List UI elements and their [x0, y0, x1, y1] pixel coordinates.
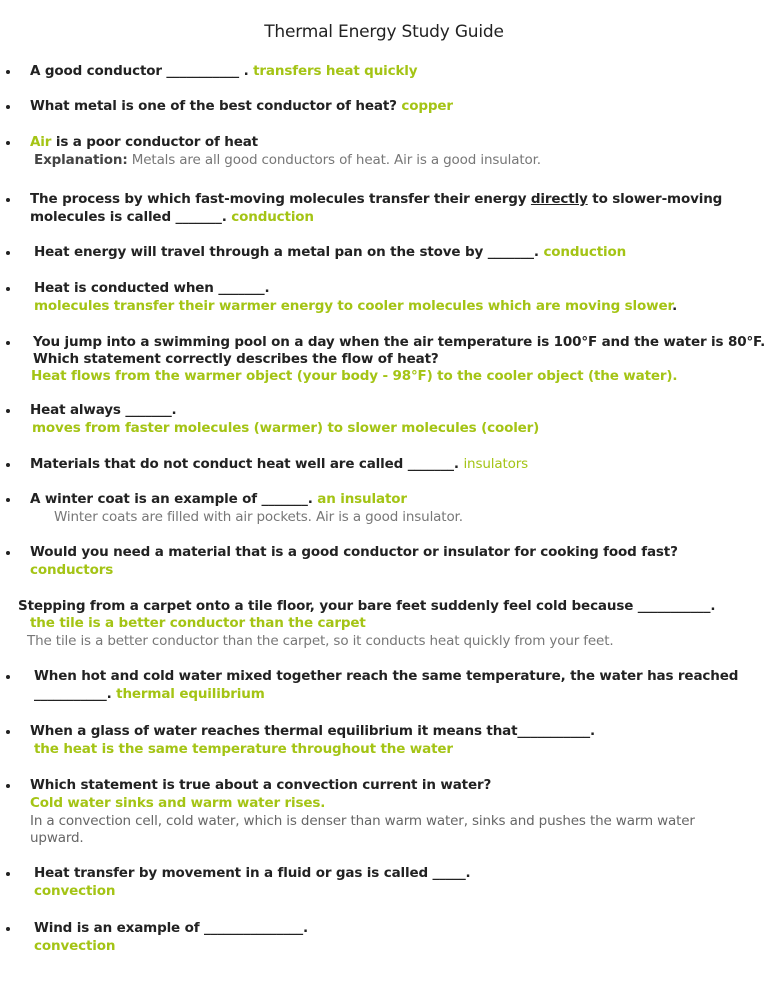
list-item: Would you need a material that is a good conductor or insulator for cooking food fast?: [30, 544, 678, 560]
answer: insulators: [463, 456, 528, 472]
list-item: Heat energy will travel through a metal pan on the stove by _______. conduction: [34, 244, 627, 260]
answer: conduction: [231, 209, 314, 225]
answer-line: [31, 367, 677, 385]
answer: an insulator: [317, 491, 407, 507]
answer: Cold water sinks and warm water rises.: [30, 795, 326, 811]
answer: conductors: [30, 562, 114, 578]
answer-line: [34, 937, 115, 955]
list-item: A good conductor ___________ . transfers heat quickly: [30, 63, 418, 79]
bullet-icon: [6, 551, 10, 555]
answer-line: [30, 561, 113, 579]
answer: the tile is a better conductor than the carpet: [30, 615, 366, 631]
bullet-icon: [6, 70, 10, 74]
list-item: Stepping from a carpet onto a tile floor, your bare feet suddenly feel cold because ___________.: [18, 598, 716, 614]
list-item: Wind is an example of _______________.: [34, 920, 308, 936]
answer: the heat is the same temperature throughout the water: [34, 741, 453, 757]
bullet-icon: [6, 927, 10, 931]
explanation: upward.: [30, 830, 84, 846]
bullet-icon: [6, 141, 10, 145]
bullet-icon: [6, 463, 10, 467]
list-item: When a glass of water reaches thermal equilibrium it means that___________.: [30, 723, 596, 739]
list-item: When hot and cold water mixed together reach the same temperature, the water has reached: [34, 668, 739, 684]
list-item: What metal is one of the best conductor of heat? copper: [30, 98, 453, 114]
bullet-icon: [6, 287, 10, 291]
answer: convection: [34, 938, 116, 954]
bullet-icon: [6, 251, 10, 255]
bullet-icon: [6, 198, 10, 202]
explanation: In a convection cell, cold water, which is denser than warm water, sinks and pushes the warm water: [30, 813, 695, 829]
bullet-icon: [6, 872, 10, 876]
answer: convection: [34, 883, 116, 899]
answer-line: molecules transfer their warmer energy to cooler molecules which are moving slower.: [34, 298, 678, 314]
answer: Heat flows from the warmer object (your body - 98°F) to the cooler object (the water).: [31, 368, 678, 384]
bullet-icon: [6, 105, 10, 109]
answer: thermal equilibrium: [116, 686, 265, 702]
explanation: Winter coats are filled with air pockets. Air is a good insulator.: [54, 509, 463, 525]
answer-line: [34, 882, 115, 900]
bullet-icon: [6, 498, 10, 502]
answer-line: [30, 794, 325, 812]
bullet-icon: [6, 784, 10, 788]
list-item: A winter coat is an example of _______. an insulator: [30, 491, 407, 507]
bullet-icon: [6, 409, 10, 413]
bullet-icon: [6, 675, 10, 679]
list-item: You jump into a swimming pool on a day when the air temperature is 100°F and the water is 80°F.: [33, 334, 766, 350]
list-item: Air is a poor conductor of heat: [30, 134, 258, 150]
answer: molecules transfer their warmer energy to cooler molecules which are moving slower: [34, 298, 673, 314]
answer: Air: [30, 134, 52, 150]
list-item-cont: molecules is called _______. conduction: [30, 209, 314, 225]
answer: moves from faster molecules (warmer) to slower molecules (cooler): [32, 420, 540, 436]
list-item: Heat transfer by movement in a fluid or gas is called _____.: [34, 865, 471, 881]
answer-line: [30, 614, 366, 632]
list-item-cont: ___________. thermal equilibrium: [34, 686, 265, 702]
answer: transfers heat quickly: [253, 63, 418, 79]
list-item: The process by which fast-moving molecules transfer their energy directly to slower-moving: [30, 191, 723, 207]
explanation: Explanation: Metals are all good conductors of heat. Air is a good insulator.: [34, 152, 541, 168]
list-item-cont: Which statement correctly describes the flow of heat?: [33, 351, 439, 367]
list-item: Which statement is true about a convection current in water?: [30, 777, 492, 793]
answer: copper: [401, 98, 453, 114]
page-title: Thermal Energy Study Guide: [264, 22, 504, 42]
list-item: Heat is conducted when _______.: [34, 280, 270, 296]
explanation: The tile is a better conductor than the carpet, so it conducts heat quickly from your feet.: [27, 633, 614, 649]
bullet-icon: [6, 730, 10, 734]
bullet-icon: [6, 341, 10, 345]
list-item: Materials that do not conduct heat well are called _______. insulators: [30, 456, 528, 472]
answer-line: [34, 740, 453, 758]
answer-line: [32, 419, 539, 437]
list-item: Heat always _______.: [30, 402, 177, 418]
answer: conduction: [543, 244, 627, 260]
